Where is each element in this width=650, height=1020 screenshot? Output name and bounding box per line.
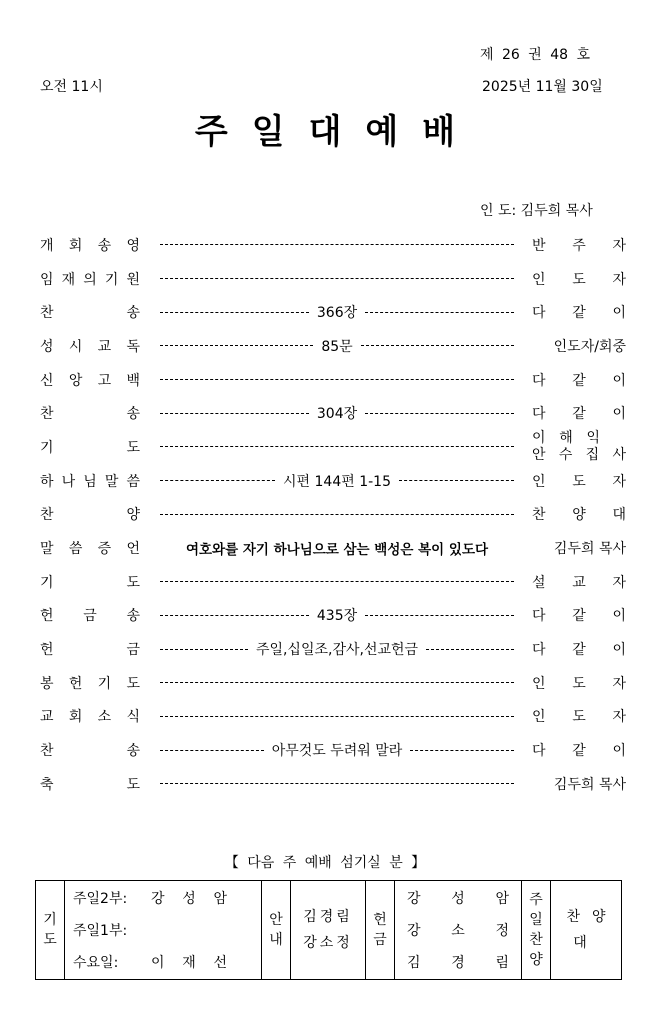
order-label: 헌 금 [40,642,140,659]
order-responsible: 찬 양 대 [532,507,626,524]
responsible-title: 안 수 집 사 [532,446,626,463]
service-person: 이 재 선 [151,955,227,971]
next-week-table [35,880,622,980]
order-label: 개 회 송 영 [40,237,140,254]
leader-dashes [160,750,264,751]
order-responsible: 다 같 이 [532,608,626,625]
offering-names-cell [395,881,522,980]
service-leader: 인 도: 김두희 목사 [480,203,593,219]
order-content [160,430,514,464]
order-row [40,599,626,633]
order-label: 교 회 소 식 [40,709,140,726]
leader-dashes [160,413,309,414]
order-row [40,565,626,599]
prayer-label: 기 도 [43,912,57,948]
choir-value: 찬양대 [566,909,618,951]
order-responsible: 인 도 자 [532,709,626,726]
choir-label: 주 일 찬 양 [529,892,543,968]
order-label: 찬 송 [40,305,140,322]
sermon-title: 여호와를 자기 하나님으로 삼는 백성은 복이 있도다 [185,542,489,559]
order-label: 찬 송 [40,743,140,760]
leader-dashes [160,345,313,346]
order-content [160,262,514,296]
order-label: 찬 송 [40,406,140,423]
service-name: 주일1부: [73,923,128,939]
choir-label-cell [522,881,551,980]
leader-dashes [160,783,514,784]
page-title: 주일대예배 [194,112,480,152]
order-label: 헌 금 송 [40,608,140,625]
order-row [40,767,626,801]
order-row [40,464,626,498]
leader-dashes [160,379,514,380]
order-responsible: 설 교 자 [532,574,626,591]
order-content [160,396,514,430]
order-content [160,632,514,666]
order-content [160,700,514,734]
choir-value-cell [551,881,622,980]
order-row [40,396,626,430]
guide-name: 강소정 [303,935,353,951]
order-responsible: 반 주 자 [532,237,626,254]
order-label: 임 재 의 기 원 [40,271,140,288]
order-responsible: 김두희 목사 [553,776,626,793]
order-row [40,498,626,532]
order-label: 성 시 교 독 [40,338,140,355]
order-content-text: 435장 [316,608,358,625]
leader-dashes [160,446,514,447]
leader-dashes [160,716,514,717]
order-responsible: 다 같 이 [532,642,626,659]
order-responsible: 인 도 자 [532,473,626,490]
prayer-label-cell [36,881,65,980]
next-week-heading: 【 다음 주 예배 섬기실 분 】 [224,855,426,871]
issue-number: 제 26 권 48 호 [480,47,591,63]
guide-name: 김경림 [303,909,353,925]
order-content-text: 85문 [321,338,353,355]
order-content-text: 아무것도 두려워 말라 [271,743,403,760]
guide-label: 안 내 [269,912,283,948]
order-row [40,531,626,565]
order-content [160,767,514,801]
order-row [40,430,626,464]
order-row [40,733,626,767]
order-row [40,228,626,262]
order-content-text: 304장 [316,406,358,423]
order-content [160,531,514,565]
order-responsible [532,430,626,464]
responsible-name: 이 해 익 [532,429,600,446]
offering-name: 강 성 암 [407,891,509,907]
order-of-worship [40,228,626,801]
offering-label: 헌 금 [373,912,387,948]
order-label: 신 앙 고 백 [40,372,140,389]
service-time: 오전 11시 [40,79,103,95]
order-label: 찬 양 [40,507,140,524]
order-content [160,666,514,700]
leader-dashes [160,312,309,313]
order-content [160,498,514,532]
order-responsible: 인 도 자 [532,271,626,288]
order-label: 하 나 님 말 씀 [40,473,140,490]
order-content-text: 366장 [316,305,358,322]
order-content-text: 주일,십일조,감사,선교헌금 [255,642,419,659]
order-row [40,329,626,363]
order-responsible: 김두희 목사 [553,541,626,558]
order-row [40,363,626,397]
order-row [40,632,626,666]
order-label: 봉 헌 기 도 [40,675,140,692]
order-content [160,599,514,633]
leader-dashes [160,581,514,582]
leader-dashes [361,345,514,346]
guide-label-cell [262,881,291,980]
leader-dashes [160,615,309,616]
order-content-text: 시편 144편 1-15 [283,473,391,490]
order-responsible: 인도자/회중 [553,338,626,355]
leader-dashes [365,312,514,313]
order-content [160,228,514,262]
leader-dashes [160,244,514,245]
leader-dashes [365,413,514,414]
leader-dashes [160,278,514,279]
leader-dashes [160,682,514,683]
service-date: 2025년 11월 30일 [482,79,603,95]
order-content [160,329,514,363]
order-label: 축 도 [40,776,140,793]
leader-dashes [426,649,514,650]
order-responsible: 다 같 이 [532,372,626,389]
order-label: 기 도 [40,574,140,591]
leader-dashes [160,480,275,481]
leader-dashes [160,514,514,515]
service-person: 강 성 암 [151,891,227,907]
order-row [40,666,626,700]
offering-name: 김 경 림 [407,955,509,971]
order-responsible: 다 같 이 [532,406,626,423]
leader-dashes [365,615,514,616]
service-name: 주일2부: [73,891,128,907]
order-label: 말 씀 증 언 [40,541,140,558]
service-row [73,946,261,978]
service-row [73,914,261,946]
order-row [40,295,626,329]
order-row [40,262,626,296]
guide-names-cell [291,881,366,980]
leader-dashes [160,649,248,650]
order-content [160,363,514,397]
order-content [160,295,514,329]
order-content [160,565,514,599]
leader-dashes [399,480,514,481]
offering-name: 강 소 정 [407,923,509,939]
order-responsible: 다 같 이 [532,743,626,760]
order-content [160,733,514,767]
service-name: 수요일: [73,955,119,971]
service-prayer-cell [65,881,262,980]
order-label: 기 도 [40,439,140,456]
leader-dashes [410,750,514,751]
order-responsible: 인 도 자 [532,675,626,692]
offering-label-cell [366,881,395,980]
order-content [160,464,514,498]
order-responsible: 다 같 이 [532,305,626,322]
order-row [40,700,626,734]
service-row [73,882,261,914]
